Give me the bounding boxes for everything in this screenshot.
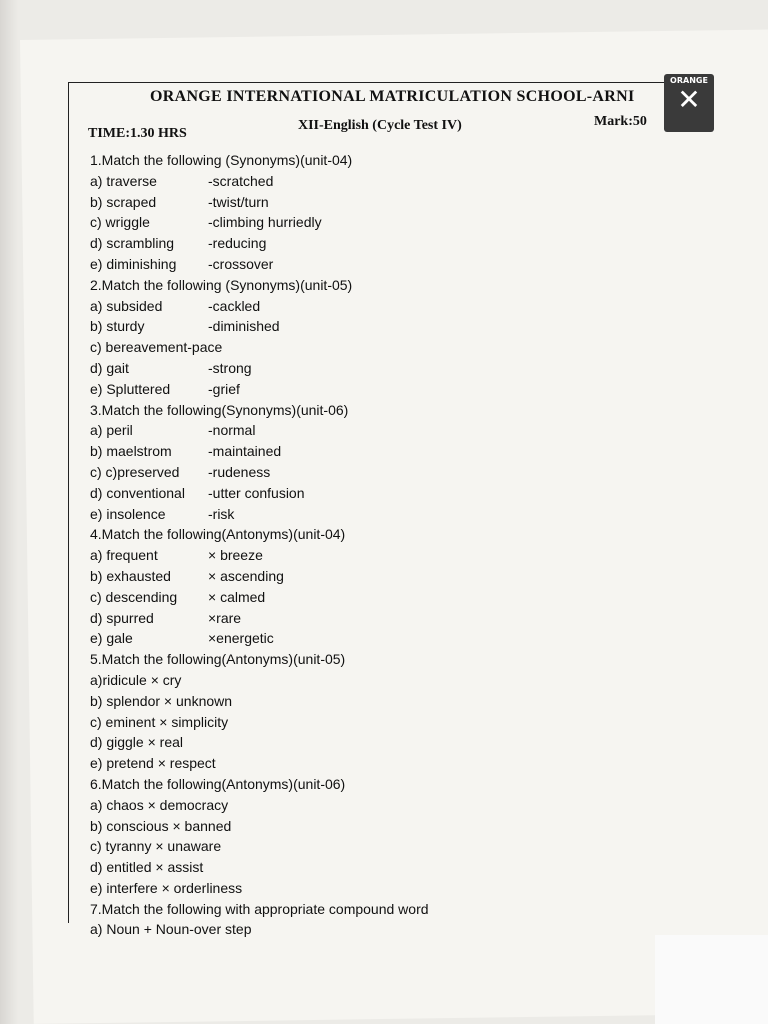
match-item — [90, 670, 690, 691]
match-item-left: c) eminent × simplicity — [90, 713, 229, 730]
question-title: 1.Match the following (Synonyms)(unit-04) — [90, 152, 353, 168]
match-item-right: -cackled — [208, 297, 261, 314]
question-title: 4.Match the following(Antonyms)(unit-04) — [90, 526, 346, 543]
match-item — [90, 254, 690, 275]
question-title: 6.Match the following(Antonyms)(unit-06) — [90, 775, 346, 792]
match-item — [90, 587, 690, 608]
match-item-right: -utter confusion — [208, 484, 305, 501]
match-item-right: -twist/turn — [208, 193, 269, 210]
match-item-left: b) sturdy — [90, 318, 145, 335]
match-item-right: × breeze — [208, 547, 263, 564]
match-item-right: -rudeness — [208, 463, 271, 480]
match-item-left: b) splendor × unknown — [90, 692, 233, 709]
match-item — [90, 732, 690, 753]
match-item — [90, 358, 690, 379]
question-list — [90, 150, 690, 940]
match-item-left: d) scrambling — [90, 235, 175, 252]
match-item-left: a) frequent — [90, 547, 158, 564]
match-item — [90, 816, 690, 837]
match-item — [90, 795, 690, 816]
match-item — [90, 836, 690, 857]
match-item-left: c) tyranny × unaware — [90, 838, 222, 855]
match-item-left: a) chaos × democracy — [90, 796, 229, 813]
match-item-left: b) scraped — [90, 193, 157, 210]
match-item-left: d) giggle × real — [90, 734, 184, 751]
match-item-left: e) interfere × orderliness — [90, 879, 243, 896]
match-item — [90, 504, 690, 525]
page-edge-shadow — [0, 0, 18, 1024]
match-item-right: ×energetic — [208, 630, 274, 647]
match-item-right: × ascending — [208, 567, 284, 584]
match-item-left: d) conventional — [90, 484, 185, 501]
match-item — [90, 919, 690, 940]
match-item — [90, 566, 690, 587]
match-item — [90, 857, 690, 878]
match-item-left: a) Noun + Noun-over step — [90, 921, 252, 938]
match-item-left: a) traverse — [90, 172, 157, 189]
match-item — [90, 171, 690, 192]
match-item-right: -maintained — [208, 443, 282, 460]
match-item — [90, 483, 690, 504]
question-title: 5.Match the following(Antonyms)(unit-05) — [90, 651, 346, 668]
match-item-left: d) gait — [90, 359, 129, 376]
exam-marks: Mark:50 — [594, 114, 647, 129]
match-item-left: e) diminishing — [90, 255, 177, 272]
exam-time: TIME:1.30 HRS — [88, 126, 187, 141]
match-item-left: a) subsided — [90, 297, 163, 314]
match-item — [90, 316, 690, 337]
exam-subject: XII-English (Cycle Test IV) — [298, 118, 462, 133]
match-item-left: a)ridicule × cry — [90, 671, 182, 688]
match-item-left: c) descending — [90, 588, 178, 605]
match-item-right: -scratched — [208, 172, 274, 189]
match-item-right: -climbing hurriedly — [208, 214, 322, 231]
match-item — [90, 712, 690, 733]
match-item-right: -grief — [208, 380, 240, 397]
logo-text: ORANGE — [670, 76, 708, 85]
school-name: ORANGE INTERNATIONAL MATRICULATION SCHOOL-ARNI — [150, 88, 635, 105]
match-item-left: b) maelstrom — [90, 443, 172, 460]
match-item — [90, 753, 690, 774]
match-item — [90, 608, 690, 629]
match-item-left: b) exhausted — [90, 567, 171, 584]
match-item-left: e) Spluttered — [90, 380, 171, 397]
match-item-right: -risk — [208, 505, 235, 522]
match-item — [90, 192, 690, 213]
match-item — [90, 691, 690, 712]
match-item — [90, 462, 690, 483]
match-item-left: c) c)preserved — [90, 463, 180, 480]
match-item-right: -strong — [208, 359, 252, 376]
match-item-right: × calmed — [208, 588, 266, 605]
paper-corner — [655, 935, 768, 1024]
match-item-left: e) insolence — [90, 505, 166, 522]
match-item — [90, 878, 690, 899]
match-item-right: -diminished — [208, 318, 280, 335]
match-item — [90, 420, 690, 441]
match-item — [90, 379, 690, 400]
match-item-left: a) peril — [90, 422, 133, 439]
match-item — [90, 337, 690, 358]
match-item — [90, 212, 690, 233]
match-item-left: d) spurred — [90, 609, 154, 626]
match-item — [90, 545, 690, 566]
match-item-left: e) gale — [90, 630, 133, 647]
question-title: 3.Match the following(Synonyms)(unit-06) — [90, 401, 349, 418]
question-title: 2.Match the following (Synonyms)(unit-05) — [90, 276, 353, 293]
match-item-left: c) bereavement-pace — [90, 339, 223, 356]
match-item-right: -reducing — [208, 235, 267, 252]
match-item-right: -normal — [208, 422, 256, 439]
match-item-right: ×rare — [208, 609, 242, 626]
exam-header — [88, 114, 658, 141]
match-item-right: -crossover — [208, 255, 274, 272]
question-title: 7.Match the following with appropriate compound word — [90, 900, 429, 917]
match-item-left: e) pretend × respect — [90, 755, 216, 772]
match-item-left: d) entitled × assist — [90, 859, 204, 876]
match-item — [90, 628, 690, 649]
match-item — [90, 296, 690, 317]
match-item — [90, 441, 690, 462]
logo-mark-icon: ✕ — [677, 83, 701, 116]
match-item-left: c) wriggle — [90, 214, 150, 231]
school-logo — [664, 74, 714, 132]
match-item-left: b) conscious × banned — [90, 817, 232, 834]
match-item — [90, 233, 690, 254]
